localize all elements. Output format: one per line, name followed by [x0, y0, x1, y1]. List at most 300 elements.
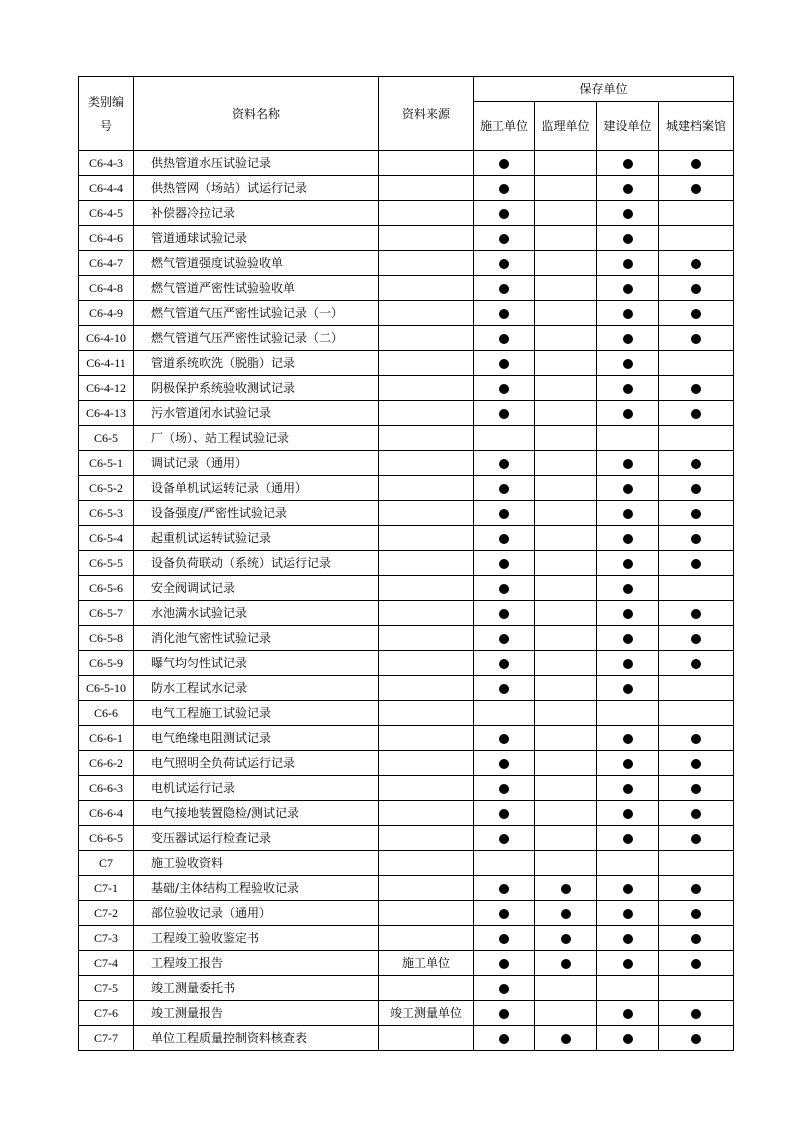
mark-cell-supervision: [535, 476, 597, 501]
mark-cell-owner: [597, 801, 659, 826]
mark-cell-archive: [659, 401, 734, 426]
mark-cell-construction: [474, 476, 535, 501]
row-source: [379, 451, 474, 476]
mark-cell-archive: [659, 226, 734, 251]
filled-dot-icon: [691, 1009, 701, 1019]
row-source: [379, 551, 474, 576]
mark-cell-supervision: [535, 901, 597, 926]
filled-dot-icon: [691, 409, 701, 419]
filled-dot-icon: [691, 734, 701, 744]
row-code: C6-6-3: [79, 776, 134, 801]
records-table: [78, 76, 734, 1051]
row-code: C7-1: [79, 876, 134, 901]
row-name: 厂（场）、站工程试验记录: [134, 426, 379, 451]
table-row: [79, 451, 734, 476]
table-row: [79, 626, 734, 651]
row-code: C6-6-4: [79, 801, 134, 826]
filled-dot-icon: [499, 309, 509, 319]
mark-cell-owner: [597, 351, 659, 376]
row-name: 燃气管道气压严密性试验记录（二）: [134, 326, 379, 351]
mark-cell-archive: [659, 826, 734, 851]
filled-dot-icon: [623, 659, 633, 669]
mark-cell-owner: [597, 726, 659, 751]
filled-dot-icon: [499, 959, 509, 969]
row-source: [379, 426, 474, 451]
row-code: C6-5-2: [79, 476, 134, 501]
mark-cell-owner: [597, 976, 659, 1001]
table-row: [79, 901, 734, 926]
filled-dot-icon: [623, 734, 633, 744]
mark-cell-archive: [659, 726, 734, 751]
table-row: [79, 851, 734, 876]
filled-dot-icon: [691, 809, 701, 819]
mark-cell-owner: [597, 676, 659, 701]
mark-cell-construction: [474, 701, 535, 726]
table-row: [79, 326, 734, 351]
mark-cell-supervision: [535, 851, 597, 876]
filled-dot-icon: [499, 609, 509, 619]
row-code: C6-5: [79, 426, 134, 451]
row-name: 燃气管道强度试验验收单: [134, 251, 379, 276]
row-name: 设备单机试运转记录（通用）: [134, 476, 379, 501]
filled-dot-icon: [691, 559, 701, 569]
row-code: C7-3: [79, 926, 134, 951]
row-source: [379, 901, 474, 926]
row-source: [379, 651, 474, 676]
table-row: [79, 426, 734, 451]
row-source: [379, 251, 474, 276]
filled-dot-icon: [499, 934, 509, 944]
row-code: C6-4-12: [79, 376, 134, 401]
row-code: C6-4-13: [79, 401, 134, 426]
mark-cell-supervision: [535, 601, 597, 626]
mark-cell-owner: [597, 251, 659, 276]
mark-cell-owner: [597, 401, 659, 426]
table-row: [79, 776, 734, 801]
filled-dot-icon: [499, 584, 509, 594]
mark-cell-owner: [597, 651, 659, 676]
filled-dot-icon: [499, 534, 509, 544]
table-row: [79, 476, 734, 501]
mark-cell-supervision: [535, 426, 597, 451]
header-category: 类别编号: [79, 77, 134, 151]
mark-cell-archive: [659, 751, 734, 776]
filled-dot-icon: [499, 409, 509, 419]
mark-cell-supervision: [535, 251, 597, 276]
filled-dot-icon: [561, 959, 571, 969]
row-code: C7-6: [79, 1001, 134, 1026]
row-source: [379, 801, 474, 826]
row-source: [379, 226, 474, 251]
mark-cell-construction: [474, 526, 535, 551]
filled-dot-icon: [623, 234, 633, 244]
filled-dot-icon: [499, 209, 509, 219]
mark-cell-supervision: [535, 301, 597, 326]
row-code: C6-4-9: [79, 301, 134, 326]
mark-cell-archive: [659, 376, 734, 401]
filled-dot-icon: [691, 634, 701, 644]
row-code: C6-5-4: [79, 526, 134, 551]
mark-cell-supervision: [535, 526, 597, 551]
filled-dot-icon: [499, 459, 509, 469]
mark-cell-owner: [597, 451, 659, 476]
filled-dot-icon: [623, 934, 633, 944]
mark-cell-owner: [597, 751, 659, 776]
mark-cell-construction: [474, 801, 535, 826]
filled-dot-icon: [623, 1009, 633, 1019]
filled-dot-icon: [691, 534, 701, 544]
filled-dot-icon: [499, 1009, 509, 1019]
filled-dot-icon: [623, 309, 633, 319]
filled-dot-icon: [691, 884, 701, 894]
filled-dot-icon: [623, 259, 633, 269]
row-name: 工程竣工报告: [134, 951, 379, 976]
mark-cell-owner: [597, 426, 659, 451]
row-source: [379, 701, 474, 726]
mark-cell-construction: [474, 676, 535, 701]
mark-cell-archive: [659, 651, 734, 676]
filled-dot-icon: [691, 659, 701, 669]
mark-cell-owner: [597, 201, 659, 226]
filled-dot-icon: [499, 909, 509, 919]
table-row: [79, 726, 734, 751]
mark-cell-archive: [659, 451, 734, 476]
filled-dot-icon: [561, 1034, 571, 1044]
row-code: C7-5: [79, 976, 134, 1001]
mark-cell-construction: [474, 151, 535, 176]
mark-cell-supervision: [535, 626, 597, 651]
mark-cell-construction: [474, 326, 535, 351]
filled-dot-icon: [561, 934, 571, 944]
mark-cell-supervision: [535, 326, 597, 351]
filled-dot-icon: [499, 234, 509, 244]
row-code: C6-6-1: [79, 726, 134, 751]
table-row: [79, 876, 734, 901]
header-storage: 保存单位: [474, 77, 734, 102]
mark-cell-owner: [597, 601, 659, 626]
filled-dot-icon: [691, 934, 701, 944]
row-name: 安全阀调试记录: [134, 576, 379, 601]
row-code: C6-4-7: [79, 251, 134, 276]
mark-cell-construction: [474, 551, 535, 576]
mark-cell-construction: [474, 951, 535, 976]
mark-cell-archive: [659, 201, 734, 226]
filled-dot-icon: [623, 459, 633, 469]
mark-cell-construction: [474, 176, 535, 201]
mark-cell-supervision: [535, 801, 597, 826]
row-name: 电气绝缘电阻测试记录: [134, 726, 379, 751]
row-code: C6-5-8: [79, 626, 134, 651]
mark-cell-supervision: [535, 551, 597, 576]
mark-cell-construction: [474, 251, 535, 276]
filled-dot-icon: [499, 159, 509, 169]
mark-cell-owner: [597, 776, 659, 801]
mark-cell-archive: [659, 251, 734, 276]
table-body: [79, 151, 734, 1051]
mark-cell-owner: [597, 526, 659, 551]
row-code: C6-4-5: [79, 201, 134, 226]
mark-cell-owner: [597, 826, 659, 851]
mark-cell-archive: [659, 601, 734, 626]
filled-dot-icon: [691, 834, 701, 844]
filled-dot-icon: [499, 184, 509, 194]
table-row: [79, 351, 734, 376]
mark-cell-construction: [474, 426, 535, 451]
filled-dot-icon: [623, 834, 633, 844]
row-name: 供热管网（场站）试运行记录: [134, 176, 379, 201]
mark-cell-archive: [659, 851, 734, 876]
filled-dot-icon: [623, 1034, 633, 1044]
table-row: [79, 551, 734, 576]
filled-dot-icon: [499, 1034, 509, 1044]
table-row: [79, 1026, 734, 1051]
filled-dot-icon: [623, 359, 633, 369]
filled-dot-icon: [623, 634, 633, 644]
mark-cell-owner: [597, 851, 659, 876]
mark-cell-owner: [597, 576, 659, 601]
row-source: [379, 326, 474, 351]
mark-cell-supervision: [535, 651, 597, 676]
mark-cell-supervision: [535, 726, 597, 751]
filled-dot-icon: [499, 484, 509, 494]
row-name: 设备强度/严密性试验记录: [134, 501, 379, 526]
filled-dot-icon: [561, 909, 571, 919]
filled-dot-icon: [691, 909, 701, 919]
row-source: [379, 876, 474, 901]
mark-cell-supervision: [535, 401, 597, 426]
filled-dot-icon: [499, 359, 509, 369]
row-code: C6-4-10: [79, 326, 134, 351]
row-name: 调试记录（通用）: [134, 451, 379, 476]
filled-dot-icon: [623, 484, 633, 494]
filled-dot-icon: [499, 884, 509, 894]
mark-cell-owner: [597, 501, 659, 526]
mark-cell-owner: [597, 926, 659, 951]
table-row: [79, 301, 734, 326]
mark-cell-owner: [597, 901, 659, 926]
mark-cell-archive: [659, 426, 734, 451]
row-source: [379, 626, 474, 651]
filled-dot-icon: [691, 1034, 701, 1044]
row-name: 变压器试运行检查记录: [134, 826, 379, 851]
mark-cell-archive: [659, 701, 734, 726]
mark-cell-construction: [474, 1001, 535, 1026]
row-source: [379, 476, 474, 501]
row-code: C6-4-6: [79, 226, 134, 251]
row-source: [379, 501, 474, 526]
row-name: 管道系统吹洗（脱脂）记录: [134, 351, 379, 376]
row-name: 电气接地装置隐检/测试记录: [134, 801, 379, 826]
filled-dot-icon: [691, 484, 701, 494]
filled-dot-icon: [623, 759, 633, 769]
filled-dot-icon: [499, 809, 509, 819]
row-source: [379, 526, 474, 551]
mark-cell-archive: [659, 776, 734, 801]
mark-cell-construction: [474, 851, 535, 876]
filled-dot-icon: [691, 159, 701, 169]
mark-cell-supervision: [535, 226, 597, 251]
filled-dot-icon: [691, 384, 701, 394]
filled-dot-icon: [623, 284, 633, 294]
header-unit-archive: 城建档案馆: [659, 102, 734, 151]
mark-cell-supervision: [535, 701, 597, 726]
row-code: C6-4-8: [79, 276, 134, 301]
mark-cell-archive: [659, 576, 734, 601]
table-row: [79, 826, 734, 851]
mark-cell-owner: [597, 1001, 659, 1026]
filled-dot-icon: [623, 384, 633, 394]
filled-dot-icon: [691, 509, 701, 519]
mark-cell-archive: [659, 326, 734, 351]
mark-cell-supervision: [535, 276, 597, 301]
table-row: [79, 976, 734, 1001]
table-row: [79, 176, 734, 201]
mark-cell-owner: [597, 951, 659, 976]
mark-cell-construction: [474, 651, 535, 676]
table-row: [79, 376, 734, 401]
table-row: [79, 701, 734, 726]
row-code: C6-5-10: [79, 676, 134, 701]
filled-dot-icon: [691, 259, 701, 269]
mark-cell-construction: [474, 351, 535, 376]
row-name: 施工验收资料: [134, 851, 379, 876]
filled-dot-icon: [561, 884, 571, 894]
mark-cell-supervision: [535, 926, 597, 951]
mark-cell-construction: [474, 751, 535, 776]
row-name: 单位工程质量控制资料核查表: [134, 1026, 379, 1051]
filled-dot-icon: [499, 284, 509, 294]
row-code: C6-4-11: [79, 351, 134, 376]
row-source: [379, 576, 474, 601]
filled-dot-icon: [691, 459, 701, 469]
header-unit-supervision: 监理单位: [535, 102, 597, 151]
filled-dot-icon: [623, 884, 633, 894]
filled-dot-icon: [623, 559, 633, 569]
mark-cell-construction: [474, 401, 535, 426]
row-source: [379, 276, 474, 301]
mark-cell-archive: [659, 1026, 734, 1051]
table-row: [79, 226, 734, 251]
filled-dot-icon: [691, 309, 701, 319]
mark-cell-construction: [474, 901, 535, 926]
row-name: 电机试运行记录: [134, 776, 379, 801]
row-code: C6-6-5: [79, 826, 134, 851]
row-name: 供热管道水压试验记录: [134, 151, 379, 176]
mark-cell-archive: [659, 476, 734, 501]
mark-cell-owner: [597, 476, 659, 501]
mark-cell-supervision: [535, 451, 597, 476]
row-source: [379, 151, 474, 176]
mark-cell-owner: [597, 376, 659, 401]
mark-cell-construction: [474, 776, 535, 801]
row-source: [379, 376, 474, 401]
row-name: 曝气均匀性试记录: [134, 651, 379, 676]
filled-dot-icon: [499, 659, 509, 669]
mark-cell-owner: [597, 276, 659, 301]
mark-cell-archive: [659, 976, 734, 1001]
table-row: [79, 601, 734, 626]
row-code: C6-4-4: [79, 176, 134, 201]
mark-cell-supervision: [535, 976, 597, 1001]
mark-cell-owner: [597, 151, 659, 176]
mark-cell-supervision: [535, 876, 597, 901]
mark-cell-supervision: [535, 776, 597, 801]
filled-dot-icon: [691, 959, 701, 969]
row-source: 竣工测量单位: [379, 1001, 474, 1026]
mark-cell-construction: [474, 626, 535, 651]
mark-cell-construction: [474, 276, 535, 301]
table-row: [79, 651, 734, 676]
table-row: [79, 251, 734, 276]
row-source: [379, 676, 474, 701]
header-name: 资料名称: [134, 77, 379, 151]
mark-cell-owner: [597, 551, 659, 576]
filled-dot-icon: [623, 809, 633, 819]
table-row: [79, 576, 734, 601]
row-name: 燃气管道严密性试验验收单: [134, 276, 379, 301]
mark-cell-construction: [474, 876, 535, 901]
table-row: [79, 501, 734, 526]
table-row: [79, 526, 734, 551]
mark-cell-archive: [659, 876, 734, 901]
filled-dot-icon: [691, 184, 701, 194]
filled-dot-icon: [691, 609, 701, 619]
row-source: 施工单位: [379, 951, 474, 976]
row-name: 电气工程施工试验记录: [134, 701, 379, 726]
mark-cell-archive: [659, 151, 734, 176]
mark-cell-supervision: [535, 826, 597, 851]
mark-cell-owner: [597, 626, 659, 651]
filled-dot-icon: [499, 384, 509, 394]
filled-dot-icon: [499, 734, 509, 744]
row-name: 消化池气密性试验记录: [134, 626, 379, 651]
mark-cell-archive: [659, 501, 734, 526]
row-code: C7-2: [79, 901, 134, 926]
row-code: C6-5-1: [79, 451, 134, 476]
mark-cell-supervision: [535, 951, 597, 976]
row-name: 燃气管道气压严密性试验记录（一）: [134, 301, 379, 326]
mark-cell-supervision: [535, 176, 597, 201]
row-code: C6-5-6: [79, 576, 134, 601]
row-code: C7-4: [79, 951, 134, 976]
mark-cell-archive: [659, 276, 734, 301]
mark-cell-construction: [474, 826, 535, 851]
filled-dot-icon: [499, 759, 509, 769]
table-row: [79, 801, 734, 826]
row-source: [379, 301, 474, 326]
mark-cell-archive: [659, 676, 734, 701]
row-source: [379, 976, 474, 1001]
mark-cell-construction: [474, 226, 535, 251]
mark-cell-owner: [597, 301, 659, 326]
row-source: [379, 776, 474, 801]
row-source: [379, 601, 474, 626]
table-row: [79, 276, 734, 301]
mark-cell-archive: [659, 351, 734, 376]
filled-dot-icon: [623, 684, 633, 694]
filled-dot-icon: [499, 259, 509, 269]
mark-cell-construction: [474, 201, 535, 226]
table-row: [79, 201, 734, 226]
filled-dot-icon: [499, 509, 509, 519]
mark-cell-supervision: [535, 376, 597, 401]
row-source: [379, 751, 474, 776]
row-source: [379, 851, 474, 876]
mark-cell-supervision: [535, 1001, 597, 1026]
filled-dot-icon: [691, 284, 701, 294]
filled-dot-icon: [623, 534, 633, 544]
mark-cell-owner: [597, 326, 659, 351]
